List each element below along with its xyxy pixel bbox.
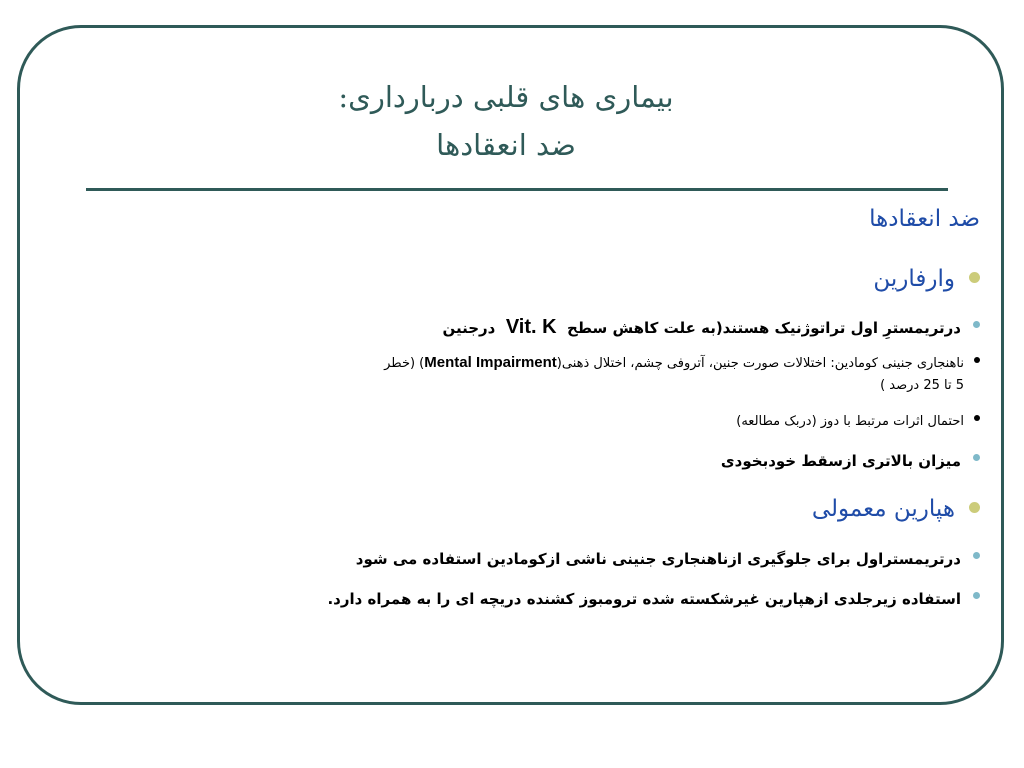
bullet-dot-icon <box>969 502 980 513</box>
dose-effects-text: احتمال اثرات مرتبط با دوز (دربک مطالعه) <box>736 414 964 429</box>
embryopathy-text-part2: ) (خطر <box>384 356 425 371</box>
bullet-dot-icon <box>969 272 980 283</box>
bullet-warfarin <box>60 266 980 292</box>
embryopathy-text-line2: 5 تا 25 درصد ) <box>880 378 964 393</box>
heparin-item-subcutaneous <box>60 590 980 608</box>
mental-impairment-label: Mental Impairment <box>424 354 557 371</box>
bullet-dot-icon <box>973 592 980 599</box>
warfarin-item-teratogenic <box>60 316 980 339</box>
warfarin-subitem-embryopathy <box>90 352 980 397</box>
warfarin-item-text-after: درجنین <box>442 319 496 337</box>
bullet-heparin <box>60 496 980 522</box>
heparin-item1-text: درتریمستراول برای جلوگیری ازناهنجاری جنینی ناشی ازکومادین استفاده می شود <box>355 550 961 568</box>
bullet-dot-icon <box>974 357 980 363</box>
warfarin-subitem-dose-effects <box>60 414 980 429</box>
heparin-item2-text: استفاده زیرجلدی ازهپارین غیرشکسته شده ترومبوز کشنده دریچه ای را به همراه دارد. <box>327 590 961 608</box>
slide-title-line2: ضد انعقادها <box>436 128 576 162</box>
warfarin-item-text-before: درتریمسترِ اول تراتوژنیک هستند(به علت کاهش سطح <box>567 319 961 337</box>
bullet-dot-icon <box>973 454 980 461</box>
bullet-dot-icon <box>973 321 980 328</box>
heparin-label: هپارین معمولی <box>811 496 955 522</box>
bullet-dot-icon <box>974 415 980 421</box>
embryopathy-text-part1: ناهنجاری جنینی کومادین: اختلالات صورت جنین، آتروفی چشم، اختلال ذهنی( <box>556 356 964 371</box>
vit-k-label: Vit. K <box>505 316 557 338</box>
slide-title-line1: بیماری های قلبی دربارداری: <box>338 80 674 114</box>
slide-content <box>60 0 980 768</box>
warfarin-label: وارفارین <box>873 266 955 292</box>
miscarriage-text: میزان بالاتری ازسقط خودبخودی <box>720 452 961 470</box>
warfarin-item-miscarriage <box>60 452 980 470</box>
heparin-item-first-trimester <box>60 550 980 568</box>
section-heading: ضد انعقادها <box>869 206 980 232</box>
bullet-dot-icon <box>973 552 980 559</box>
